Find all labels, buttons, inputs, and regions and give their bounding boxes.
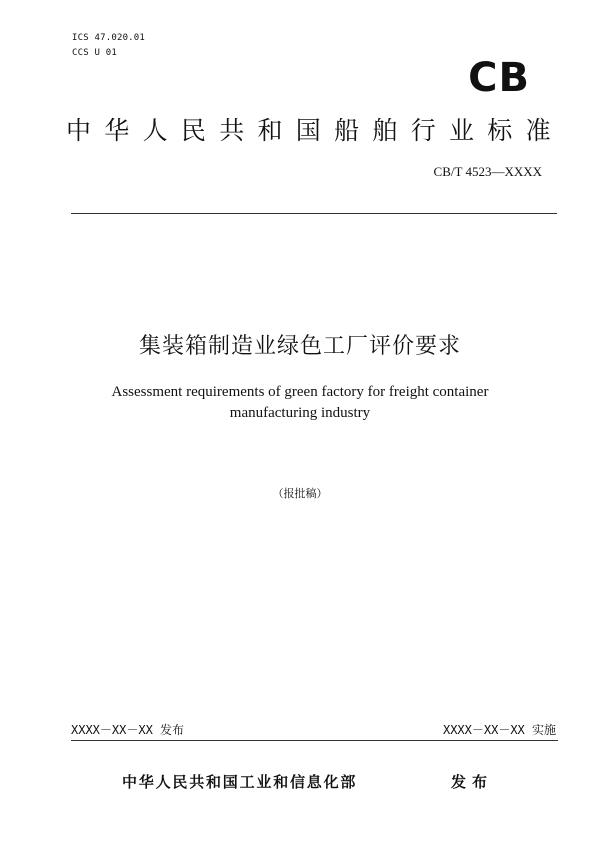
issue-date: XXXX－XX－XX 发布 (71, 723, 185, 737)
ics-code: ICS 47.020.01 (72, 33, 146, 43)
standard-mark-logo: CB (468, 55, 530, 101)
draft-status: （报批稿） (272, 487, 328, 500)
standard-number: CB/T 4523—XXXX (433, 164, 542, 179)
document-title-chinese: 集装箱制造业绿色工厂评价要求 (138, 334, 461, 359)
issue-action: 发布 (451, 773, 494, 791)
document-title-english: Assessment requirements of green factory for freight container manufacturing industry (111, 384, 489, 421)
standard-category-title: 中华人民共和国船舶行业标准 (66, 116, 564, 145)
ccs-code: CCS U 01 (72, 48, 117, 58)
implementation-date: XXXX－XX－XX 实施 (442, 723, 556, 737)
footer-divider (71, 740, 558, 741)
issuing-authority: 中华人民共和国工业和信息化部 (122, 773, 358, 791)
header-divider (71, 213, 557, 214)
